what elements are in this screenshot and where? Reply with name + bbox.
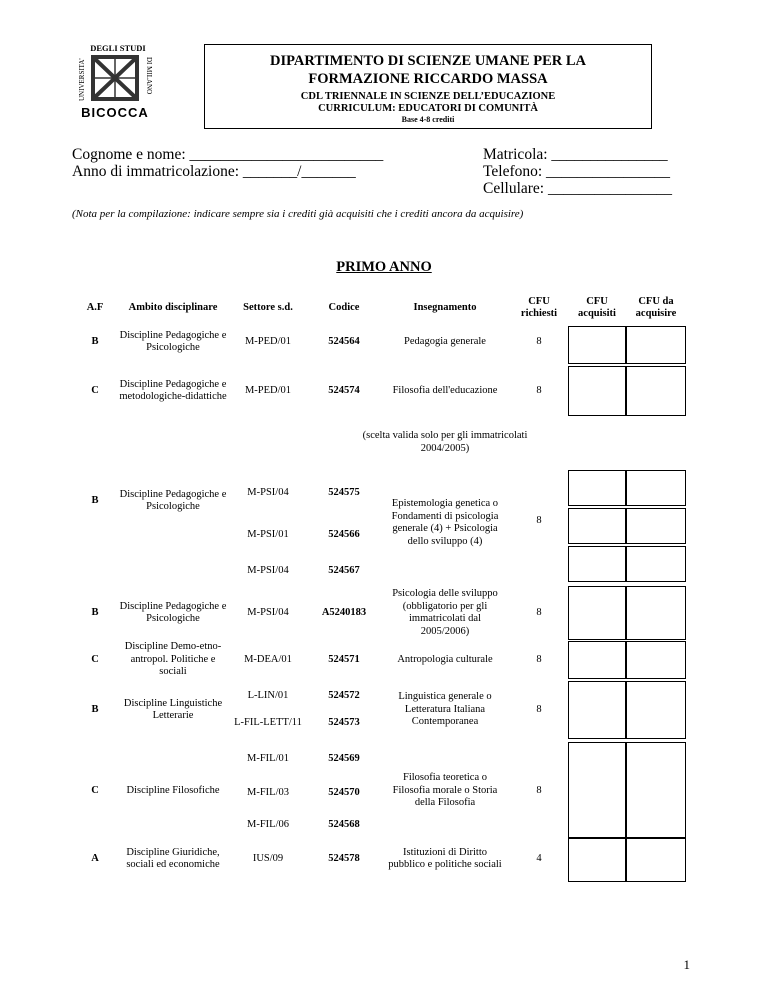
cfu-da-acquisire-box[interactable] (626, 742, 686, 838)
row-insegnamento: Linguistica generale o Letteratura Italiana Contemporanea (398, 691, 492, 728)
cfu-acquisiti-box[interactable] (568, 470, 626, 506)
name-field[interactable]: Cognome e nome: _________________________ (72, 146, 384, 163)
header-insegnamento: Insegnamento (413, 301, 477, 313)
row-insegnamento: Filosofia teoretica o Filosofia morale o Storia della Filosofia (392, 772, 498, 809)
row-codice: 524569 (328, 752, 360, 764)
header-subtitle3: Base 4-8 crediti (401, 115, 455, 124)
row-insegnamento: Psicologia delle sviluppo (obbligatorio per gli immatricolati dal 2005/2006) (392, 588, 498, 637)
row-codice: 524578 (328, 852, 360, 864)
cfu-da-acquisire-box[interactable] (626, 508, 686, 544)
row-af: C (91, 653, 99, 665)
row-insegnamento: Filosofia dell'educazione (392, 384, 498, 396)
row-ambito: Discipline Demo-etno-antropol. Politiche e sociali (124, 641, 222, 678)
cfu-acquisiti-box[interactable] (568, 681, 626, 739)
row-settore: L-LIN/01 (247, 689, 289, 701)
cfu-acquisiti-box[interactable] (568, 508, 626, 544)
cfu-da-acquisire-box[interactable] (626, 366, 686, 416)
cfu-da-acquisire-box[interactable] (626, 586, 686, 640)
row-codice: 524575 (328, 486, 360, 498)
page-number: 1 (683, 957, 690, 972)
row-codice: 524564 (328, 335, 360, 347)
cfu-da-acquisire-box[interactable] (626, 470, 686, 506)
row-af: C (91, 384, 99, 396)
row-ambito: Discipline Pedagogiche e Psicologiche (119, 329, 227, 353)
cfu-acquisiti-box[interactable] (568, 641, 626, 679)
header-af: A.F (86, 301, 104, 313)
logo-top-text: DEGLI STUDI (90, 43, 146, 53)
header-title-line1: DIPARTIMENTO DI SCIENZE UMANE PER LA (270, 53, 586, 69)
row-af: C (91, 784, 99, 796)
row-codice: 524572 (328, 689, 360, 701)
row-codice: 524566 (328, 528, 360, 540)
cfu-da-acquisire-box[interactable] (626, 546, 686, 582)
row-settore: M-PED/01 (244, 384, 292, 396)
row-af: A (91, 852, 99, 864)
row-settore: M-PSI/04 (247, 564, 289, 576)
row-settore: L-FIL-LETT/11 (234, 716, 302, 728)
header-title-line2: FORMAZIONE RICCARDO MASSA (308, 71, 548, 87)
row-settore: M-FIL/01 (247, 752, 289, 764)
cfu-acquisiti-box[interactable] (568, 838, 626, 882)
cfu-acquisiti-box[interactable] (568, 742, 626, 838)
row-settore: M-PED/01 (244, 335, 292, 347)
row-codice: 524567 (328, 564, 360, 576)
row-settore: M-PSI/01 (247, 528, 289, 540)
cellulare-field[interactable]: Cellulare: ________________ (483, 180, 672, 197)
cfu-da-acquisire-box[interactable] (626, 326, 686, 364)
row-insegnamento: Epistemologia genetica o Fondamenti di psicologia generale (4) + Psicologia dello sviluppo (4) (391, 498, 499, 547)
row-insegnamento: Antropologia culturale (397, 653, 493, 665)
row-codice: 524573 (328, 716, 360, 728)
cfu-da-acquisire-box[interactable] (626, 838, 686, 882)
row-af: B (91, 335, 99, 347)
cfu-da-acquisire-box[interactable] (626, 681, 686, 739)
cfu-acquisiti-box[interactable] (568, 546, 626, 582)
header-settore: Settore s.d. (243, 301, 293, 313)
row-af: B (91, 606, 99, 618)
row-ambito: Discipline Giuridiche, sociali ed economiche (126, 846, 220, 870)
row-ambito: Discipline Filosofiche (126, 784, 220, 796)
row-ambito: Discipline Pedagogiche e Psicologiche (119, 488, 227, 512)
header-ambito: Ambito disciplinare (128, 301, 218, 313)
row-settore: M-DEA/01 (244, 653, 292, 665)
header-subtitle1: CDL TRIENNALE IN SCIENZE DELL’EDUCAZIONE (300, 91, 556, 102)
row-insegnamento: Istituzioni di Diritto pubblico e politiche sociali (388, 846, 502, 870)
row-codice: A5240183 (321, 606, 367, 618)
logo-left-text: UNIVERSITA' (78, 58, 86, 101)
row-settore: M-FIL/03 (247, 786, 289, 798)
row-cfu-richiesti: 8 (536, 384, 542, 396)
cfu-acquisiti-box[interactable] (568, 326, 626, 364)
row-cfu-richiesti: 8 (536, 784, 542, 796)
row-ambito: Discipline Linguistiche Letterarie (123, 697, 223, 721)
header-subtitle2: CURRICULUM: EDUCATORI DI COMUNITÀ (318, 103, 538, 114)
header-cfu-da-acquisire: CFU da acquisire (635, 295, 677, 319)
header-box (204, 44, 652, 129)
row-note: (scelta valida solo per gli immatricolati 2004/2005) (362, 430, 528, 454)
cfu-acquisiti-box[interactable] (568, 586, 626, 640)
header-codice: Codice (328, 301, 360, 313)
row-settore: M-FIL/06 (247, 818, 289, 830)
cfu-acquisiti-box[interactable] (568, 366, 626, 416)
header-cfu-richiesti: CFU richiesti (520, 295, 558, 319)
compilation-note: (Nota per la compilazione: indicare sempre sia i crediti già acquisiti che i crediti ancora da acquisire) (72, 208, 524, 220)
row-cfu-richiesti: 8 (536, 335, 542, 347)
section-title: PRIMO ANNO (336, 259, 432, 275)
row-settore: M-PSI/04 (247, 486, 289, 498)
row-settore: M-PSI/04 (247, 606, 289, 618)
row-cfu-richiesti: 4 (536, 852, 542, 864)
row-codice: 524574 (328, 384, 360, 396)
row-cfu-richiesti: 8 (536, 653, 542, 665)
matricola-field[interactable]: Matricola: _______________ (483, 146, 668, 163)
row-ambito: Discipline Pedagogiche e Psicologiche (119, 600, 227, 624)
logo-bottom-text: BICOCCA (81, 105, 149, 120)
enrollment-year-field[interactable]: Anno di immatricolazione: _______/_______ (72, 163, 356, 180)
row-insegnamento: Pedagogia generale (404, 335, 486, 347)
row-codice: 524568 (328, 818, 360, 830)
row-settore: IUS/09 (252, 852, 284, 864)
row-af: B (91, 703, 99, 715)
row-af: B (91, 494, 99, 506)
row-cfu-richiesti: 8 (536, 606, 542, 618)
university-logo (74, 43, 152, 119)
header-cfu-acquisiti: CFU acquisiti (578, 295, 616, 319)
row-cfu-richiesti: 8 (536, 703, 542, 715)
logo-right-text: DI MILANO (145, 57, 153, 95)
row-ambito: Discipline Pedagogiche e metodologiche-didattiche (119, 378, 227, 402)
telefono-field[interactable]: Telefono: ________________ (483, 163, 671, 180)
row-codice: 524570 (328, 786, 360, 798)
row-codice: 524571 (328, 653, 360, 665)
cfu-da-acquisire-box[interactable] (626, 641, 686, 679)
row-cfu-richiesti: 8 (536, 514, 542, 526)
